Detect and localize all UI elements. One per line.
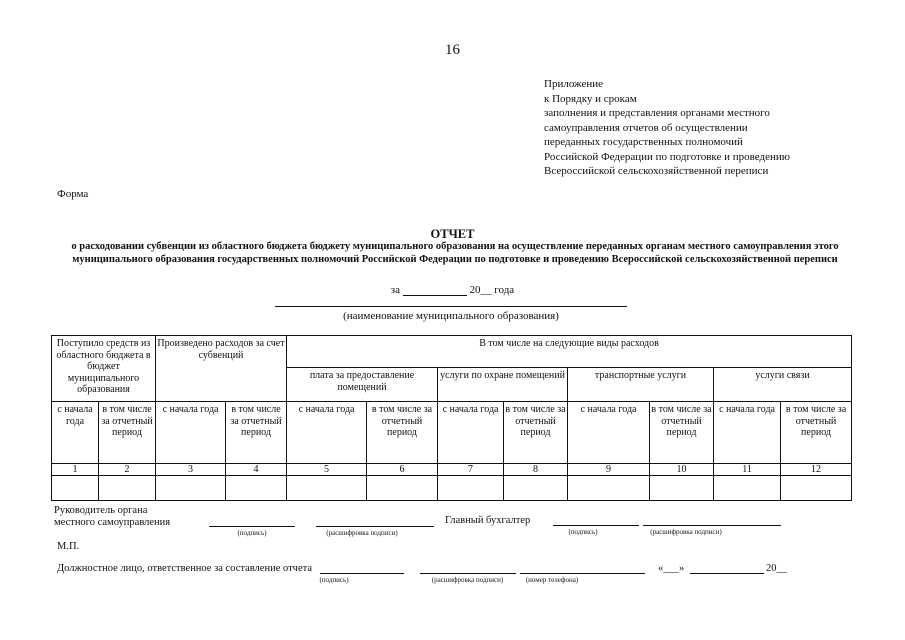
appendix-line: Приложение xyxy=(544,78,604,90)
appendix-line: заполнения и представления органами местного xyxy=(544,107,770,119)
responsible-decoding-line[interactable] xyxy=(420,573,516,574)
header-security-services: услуги по охране помещений xyxy=(438,368,568,402)
page-number: 16 xyxy=(445,42,460,58)
data-cell[interactable] xyxy=(156,476,226,501)
data-cell[interactable] xyxy=(226,476,287,501)
report-period xyxy=(0,284,905,296)
data-cell[interactable] xyxy=(287,476,367,501)
phone-line[interactable] xyxy=(520,573,645,574)
head-decoding-line[interactable] xyxy=(316,526,434,527)
report-table xyxy=(51,335,852,501)
phone-caption: (номер телефона) xyxy=(525,576,579,584)
column-number: 9 xyxy=(568,464,650,476)
subheader-incl-period: в том числе за отчетный период xyxy=(650,402,714,464)
head-decoding-caption: (расшифровка подписи) xyxy=(326,529,398,537)
municipality-line[interactable] xyxy=(275,306,627,307)
header-transport-services: транспортные услуги xyxy=(568,368,714,402)
subheader-since-year: с начала года xyxy=(156,402,226,464)
form-label: Форма xyxy=(57,188,89,200)
data-cell[interactable] xyxy=(504,476,568,501)
column-number: 11 xyxy=(714,464,781,476)
subheader-since-year: с начала года xyxy=(52,402,99,464)
accountant-signature-line[interactable] xyxy=(553,525,639,526)
column-number: 2 xyxy=(99,464,156,476)
column-number: 12 xyxy=(781,464,852,476)
appendix-line: Российской Федерации по подготовке и проведению xyxy=(544,150,790,163)
subheader-since-year: с начала года xyxy=(438,402,504,464)
head-title-line2: местного самоуправления xyxy=(54,517,171,528)
date-day[interactable]: «___» xyxy=(658,563,685,574)
report-subtitle: о расходовании субвенции из областного бюджета бюджету муниципального образования на осуществление переданных органам местного самоуправления этого муниципального образования государственных полномочий Российской Федерации по подготовке и проведению Всероссийской сельскохозяйственной переписи xyxy=(71,241,839,265)
responsible-signature-line[interactable] xyxy=(320,573,404,574)
data-cell[interactable] xyxy=(52,476,99,501)
subheader-incl-period: в том числе за отчетный период xyxy=(226,402,287,464)
header-communication-services: услуги связи xyxy=(714,368,852,402)
appendix-block xyxy=(544,77,874,179)
appendix-line: переданных государственных полномочий xyxy=(544,136,743,148)
municipality-caption: (наименование муниципального образования) xyxy=(343,310,559,322)
column-number: 7 xyxy=(438,464,504,476)
accountant-decoding-caption: (расшифровка подписи) xyxy=(650,528,722,536)
responsible-decoding-caption: (расшифровка подписи) xyxy=(431,576,504,584)
accountant-signature-caption: (подпись) xyxy=(568,528,598,536)
column-number: 8 xyxy=(504,464,568,476)
header-premises-rent: плата за предоставление помещений xyxy=(287,368,438,402)
column-number: 3 xyxy=(156,464,226,476)
subheader-incl-period: в том числе за отчетный период xyxy=(504,402,568,464)
head-title-line1: Руководитель органа xyxy=(54,505,148,516)
seal-mark: М.П. xyxy=(57,541,80,552)
subheader-since-year: с начала года xyxy=(714,402,781,464)
appendix-line: к Порядку и срокам xyxy=(544,92,637,105)
chief-accountant-label: Главный бухгалтер xyxy=(445,515,531,526)
data-cell[interactable] xyxy=(568,476,650,501)
data-cell[interactable] xyxy=(99,476,156,501)
appendix-line: самоуправления отчетов об осуществлении xyxy=(544,121,748,134)
data-cell[interactable] xyxy=(781,476,852,501)
column-number: 4 xyxy=(226,464,287,476)
subheader-incl-period: в том числе за отчетный период xyxy=(781,402,852,464)
period-blank[interactable] xyxy=(403,284,467,296)
head-signature-caption: (подпись) xyxy=(237,529,267,537)
period-year: 20__ года xyxy=(469,284,515,296)
data-cell[interactable] xyxy=(714,476,781,501)
report-title: ОТЧЕТ xyxy=(430,227,475,241)
column-number: 5 xyxy=(287,464,367,476)
date-month-line[interactable] xyxy=(690,573,764,574)
data-cell[interactable] xyxy=(438,476,504,501)
subheader-incl-period: в том числе за отчетный период xyxy=(367,402,438,464)
subheader-since-year: с начала года xyxy=(568,402,650,464)
header-including: В том числе на следующие виды расходов xyxy=(287,336,852,368)
subheader-since-year: с начала года xyxy=(287,402,367,464)
data-cell[interactable] xyxy=(367,476,438,501)
header-spent: Произведено расходов за счет субвенций xyxy=(156,336,287,402)
responsible-person-label: Должностное лицо, ответственное за составление отчета xyxy=(57,563,312,574)
subheader-incl-period: в том числе за отчетный период xyxy=(99,402,156,464)
column-number: 10 xyxy=(650,464,714,476)
accountant-decoding-line[interactable] xyxy=(643,525,781,526)
header-received: Поступило средств из областного бюджета в бюджет муниципального образования xyxy=(52,336,156,402)
head-signature-line[interactable] xyxy=(209,526,295,527)
date-year[interactable]: 20__ xyxy=(766,563,787,574)
data-cell[interactable] xyxy=(650,476,714,501)
column-number: 6 xyxy=(367,464,438,476)
period-prefix: за xyxy=(390,284,401,296)
column-number: 1 xyxy=(52,464,99,476)
appendix-line: Всероссийской сельскохозяйственной переписи xyxy=(544,165,769,177)
responsible-signature-caption: (подпись) xyxy=(319,576,349,584)
